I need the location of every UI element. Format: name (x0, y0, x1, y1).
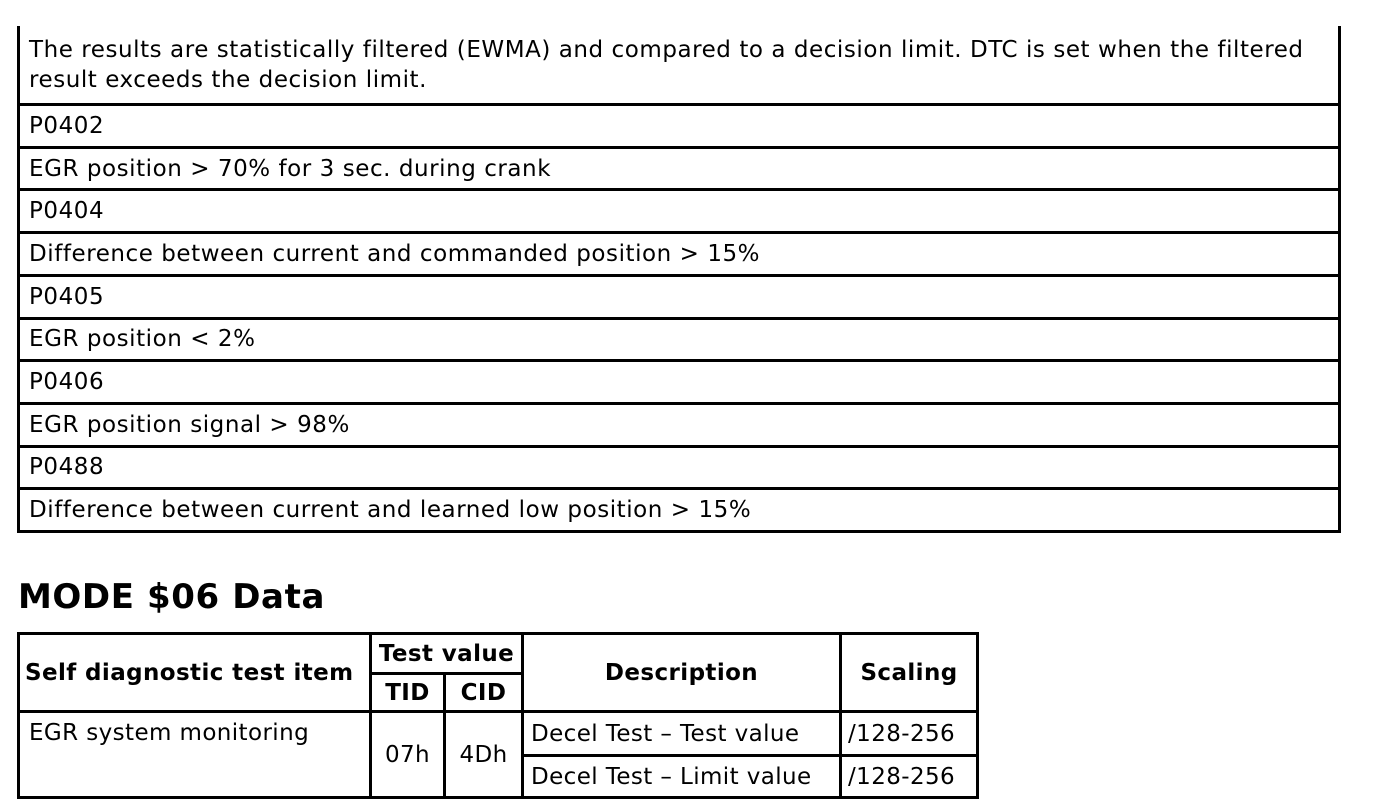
table-cell-dtc-condition: Difference between current and learned low position > 15% (19, 489, 1340, 532)
column-header-tid: TID (371, 674, 445, 712)
column-header-cid: CID (445, 674, 523, 712)
table-row (19, 275, 1340, 318)
table-cell-dtc-condition: EGR position signal > 98% (19, 403, 1340, 446)
table-cell-dtc-code: P0406 (19, 361, 1340, 404)
column-header-test-value: Test value (371, 634, 523, 674)
table-row (19, 361, 1340, 404)
table-cell-dtc-condition: Difference between current and commanded position > 15% (19, 233, 1340, 276)
table-row (19, 446, 1340, 489)
mode06-data-table (17, 632, 979, 799)
table-cell-dtc-code: P0404 (19, 190, 1340, 233)
table-cell-dtc-code: P0405 (19, 275, 1340, 318)
column-header-item: Self diagnostic test item (19, 634, 371, 712)
table-cell-dtc-condition: EGR position > 70% for 3 sec. during crank (19, 147, 1340, 190)
column-header-description: Description (523, 634, 841, 712)
table-row (19, 26, 1340, 105)
table-row (19, 233, 1340, 276)
table-row (19, 318, 1340, 361)
section-heading-mode06: MODE $06 Data (18, 577, 325, 617)
dtc-criteria-table (17, 26, 1341, 533)
table-cell-description: Decel Test – Test value (523, 712, 841, 756)
table-row (19, 403, 1340, 446)
table-header-row (19, 634, 978, 674)
table-row (19, 190, 1340, 233)
table-row (19, 712, 978, 756)
table-cell-test-item: EGR system monitoring (19, 712, 371, 798)
table-row (19, 489, 1340, 532)
table-cell-description: Decel Test – Limit value (523, 756, 841, 798)
table-cell-dtc-code: P0402 (19, 105, 1340, 148)
table-cell-dtc-code: P0488 (19, 446, 1340, 489)
table-cell-monitoring-description: The results are statistically filtered (EWMA) and compared to a decision limit. DTC is set when the filtered result exceeds the decision limit. (19, 26, 1340, 105)
table-cell-cid: 4Dh (445, 712, 523, 798)
table-cell-dtc-condition: EGR position < 2% (19, 318, 1340, 361)
table-row (19, 147, 1340, 190)
table-cell-tid: 07h (371, 712, 445, 798)
table-row (19, 105, 1340, 148)
table-cell-scaling: /128-256 (841, 712, 978, 756)
column-header-scaling: Scaling (841, 634, 978, 712)
table-cell-scaling: /128-256 (841, 756, 978, 798)
